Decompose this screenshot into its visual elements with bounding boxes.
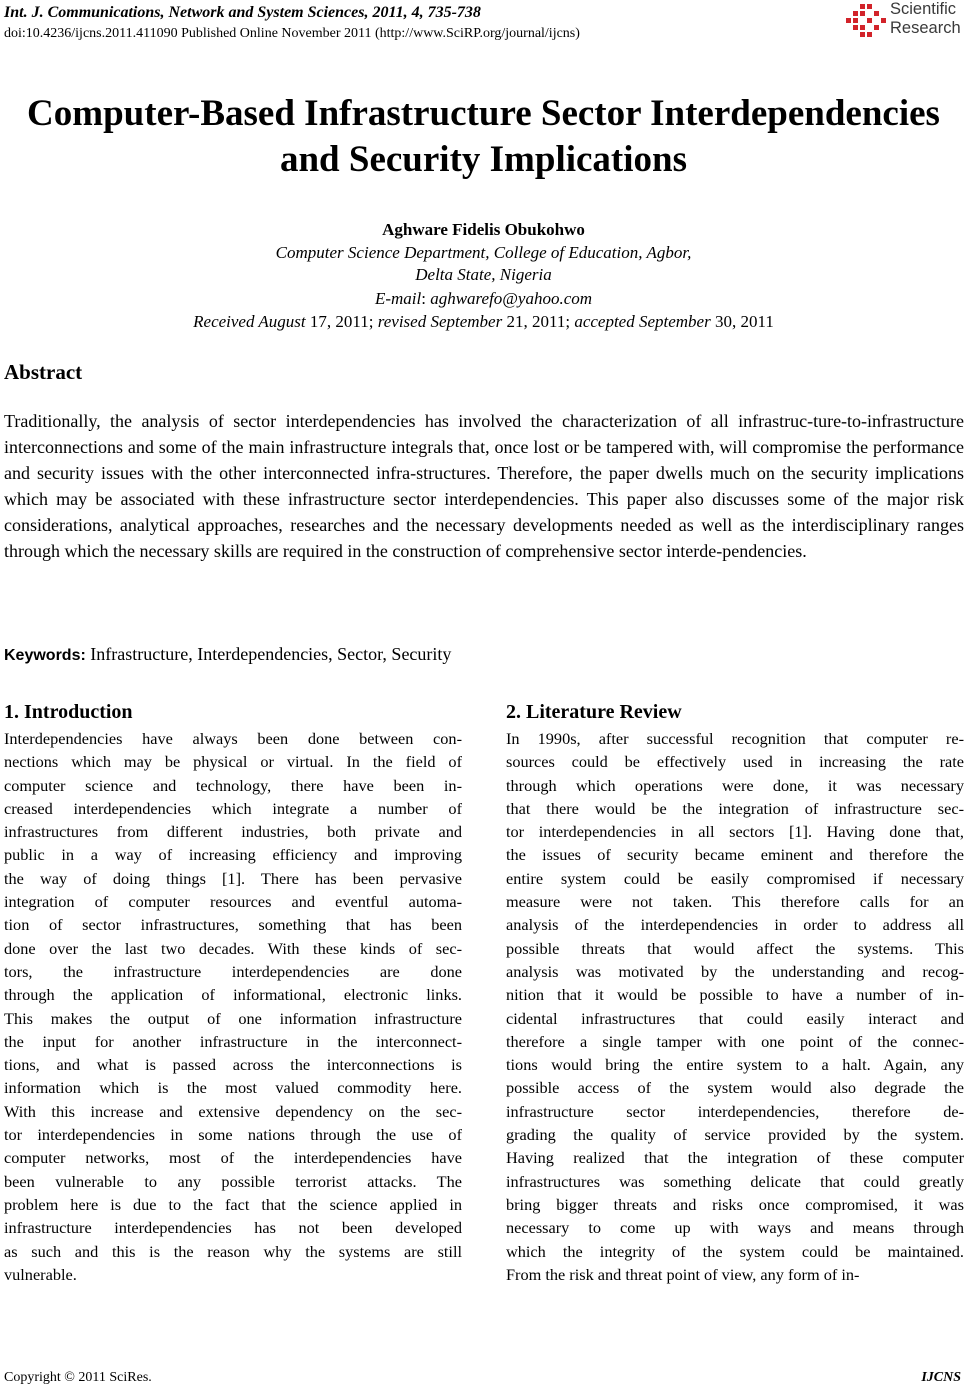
- literature-review-line: which the integrity of the system could be maintained.: [506, 1241, 964, 1261]
- literature-review-line: therefore a single tamper with one point of the connec-: [506, 1031, 964, 1051]
- introduction-line: through the application of informational, electronic links.: [4, 985, 462, 1005]
- introduction-line: This makes the output of one information infrastructure: [4, 1008, 462, 1028]
- doi-line: doi:10.4236/ijcns.2011.411090 Published Online November 2011 (http://www.SciRP.org/journal/ijcns): [4, 26, 580, 41]
- paper-title: [0, 91, 967, 183]
- introduction-line: creased interdependencies which integrate a number of: [4, 798, 462, 818]
- introduction-line: vulnerable.: [4, 1264, 77, 1284]
- literature-review-line: possible access of the system would also degrade the: [506, 1078, 964, 1098]
- introduction-line: tions, and what is passed across the interconnections is: [4, 1055, 462, 1075]
- introduction-line: computer networks, most of the interdependencies have: [4, 1148, 462, 1168]
- abstract-heading: Abstract: [4, 360, 83, 384]
- introduction-line: nections which may be physical or virtual. In the field of: [4, 752, 462, 772]
- introduction-line: done over the last two decades. With these kinds of sec-: [4, 938, 462, 958]
- literature-review-line: tions would bring the entire system to a halt. Again, any: [506, 1055, 964, 1075]
- literature-review-line: sources could be effectively used in increasing the rate: [506, 752, 964, 772]
- keywords-text: Infrastructure, Interdependencies, Sector, Security: [85, 644, 452, 664]
- introduction-line: as such and this is the reason why the systems are still: [4, 1241, 462, 1261]
- introduction-body: [4, 727, 462, 1286]
- introduction-line: infrastructures from different industries, both private and: [4, 822, 462, 842]
- literature-review-line: From the risk and threat point of view, any form of in-: [506, 1264, 860, 1284]
- literature-review-line: analysis of the interdependencies in order to address all: [506, 915, 964, 935]
- received-date: 17, 2011;: [305, 312, 378, 331]
- author-name: Aghware Fidelis Obukohwo: [382, 220, 585, 239]
- literature-review-line: In 1990s, after successful recognition that computer re-: [506, 729, 964, 748]
- keywords-label: Keywords:: [4, 647, 86, 664]
- affiliation-line-1: Computer Science Department, College of Education, Agbor,: [275, 243, 692, 262]
- literature-review-line: entire system could be easily compromised if necessary: [506, 868, 964, 888]
- revised-date: 21, 2011;: [502, 312, 575, 331]
- literature-review-line: necessary to come up with ways and means through: [506, 1218, 964, 1238]
- accepted-label: accepted September: [574, 312, 711, 331]
- introduction-line: infrastructure interdependencies has not been developed: [4, 1218, 462, 1238]
- literature-review-line: that there would be the integration of infrastructure sec-: [506, 798, 964, 818]
- keywords-line: [4, 644, 451, 665]
- literature-review-line: analysis was motivated by the understanding and recog-: [506, 961, 964, 981]
- introduction-line: With this increase and extensive dependency on the sec-: [4, 1101, 462, 1121]
- literature-review-line: through which operations were done, it was necessary: [506, 775, 964, 795]
- email-separator: :: [421, 289, 431, 308]
- literature-review-line: nition that it would be possible to have a number of in-: [506, 985, 964, 1005]
- logo-line-2: Research: [890, 19, 961, 37]
- introduction-line: tors, the infrastructure interdependencies are done: [4, 961, 462, 981]
- literature-review-line: tor interdependencies in all sectors [1]. Having done that,: [506, 822, 964, 842]
- literature-review-line: grading the quality of service provided by the system.: [506, 1125, 964, 1145]
- introduction-line: tor interdependencies in some nations through the use of: [4, 1125, 462, 1145]
- literature-review-line: bring bigger threats and risks once compromised, it was: [506, 1194, 964, 1214]
- publisher-logo: [846, 0, 967, 42]
- abstract-text: Traditionally, the analysis of sector interdependencies has involved the characterization of all infrastruc-ture-to-infrastructure interconnections and some of the main infrastructure integrals that, once lost or be tampered with, will compromise the performance and security issues with the other interconnected infra-structures. Therefore, the paper dwells much on the security implications which may be associated with these infrastructure sector interdependencies. This paper also discusses some of the major risk considerations, analytical approaches, researches and the necessary developments needed as well as the interdisciplinary ranges through which the necessary skills are required in the construction of comprehensive sector interde-pendencies.: [4, 411, 964, 561]
- journal-abbreviation-footer: IJCNS: [921, 1370, 961, 1385]
- introduction-line: the input for another infrastructure in the interconnect-: [4, 1031, 462, 1051]
- title-line-1: Computer-Based Infrastructure Sector Interdependencies: [27, 93, 940, 134]
- journal-name: Int. J. Communications, Network and System Sciences: [4, 4, 365, 21]
- introduction-line: been vulnerable to any possible terrorist attacks. The: [4, 1171, 462, 1191]
- journal-header: [4, 4, 481, 22]
- revised-label: revised September: [377, 312, 503, 331]
- title-line-2: and Security Implications: [279, 139, 688, 180]
- literature-review-body: [506, 727, 964, 1286]
- literature-review-line: cidental infrastructures that could easily interact and: [506, 1008, 964, 1028]
- logo-line-1: Scientific: [890, 0, 957, 18]
- introduction-line: information which is the most valued commodity here.: [4, 1078, 462, 1098]
- introduction-line: the way of doing things [1]. There has been pervasive: [4, 868, 462, 888]
- introduction-line: public in a way of increasing efficiency and improving: [4, 845, 462, 865]
- dot-grid-logo-icon: [846, 4, 886, 40]
- literature-review-heading: 2. Literature Review: [506, 701, 682, 723]
- introduction-line: problem here is due to the fact that the science applied in: [4, 1194, 462, 1214]
- received-line: [0, 311, 967, 333]
- literature-review-line: possible threats that would affect the systems. This: [506, 938, 964, 958]
- introduction-line: Interdependencies have always been done between con-: [4, 729, 462, 748]
- literature-review-line: infrastructures was something delicate that could greatly: [506, 1171, 964, 1191]
- accepted-date: 30, 2011: [710, 312, 774, 331]
- introduction-line: computer science and technology, there have been in-: [4, 775, 462, 795]
- received-label: Received August: [193, 312, 306, 331]
- email-label: E-mail: [374, 289, 422, 308]
- literature-review-line: infrastructure sector interdependencies, therefore de-: [506, 1101, 964, 1121]
- introduction-heading: 1. Introduction: [4, 701, 133, 723]
- introduction-line: integration of computer resources and eventful automa-: [4, 892, 462, 912]
- literature-review-line: the issues of security became eminent and therefore the: [506, 845, 964, 865]
- publisher-logo-text: [890, 0, 961, 38]
- literature-review-line: measure were not taken. This therefore calls for an: [506, 892, 964, 912]
- affiliation-line-2: Delta State, Nigeria: [415, 265, 552, 284]
- introduction-line: tion of sector infrastructures, something that has been: [4, 915, 462, 935]
- journal-volume: , 2011, 4, 735-738: [364, 4, 481, 21]
- copyright-footer: Copyright © 2011 SciRes.: [4, 1370, 152, 1385]
- email-address: aghwarefo@yahoo.com: [430, 289, 593, 308]
- literature-review-line: Having realized that the integration of these computer: [506, 1148, 964, 1168]
- email-line: [0, 288, 967, 310]
